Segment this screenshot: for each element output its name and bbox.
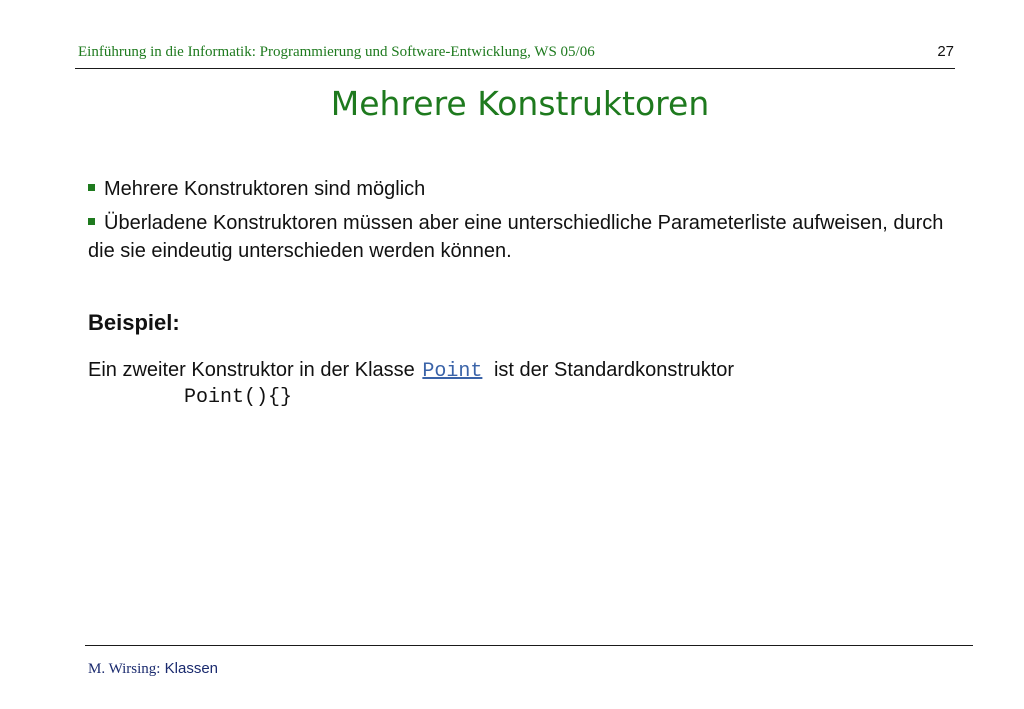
- footer-author: M. Wirsing:: [88, 661, 161, 677]
- footer-topic: Klassen: [164, 660, 219, 677]
- footer-divider: [85, 645, 973, 646]
- point-class-link[interactable]: Point: [422, 360, 483, 383]
- bullet-item: [88, 175, 968, 203]
- constructor-code: Point(){}: [184, 386, 293, 409]
- example-sentence: [88, 356, 734, 386]
- bullet-text: Mehrere Konstruktoren sind möglich: [104, 178, 426, 200]
- page-number: 27: [937, 43, 954, 60]
- example-text-before: Ein zweiter Konstruktor in der Klasse: [88, 359, 415, 381]
- footer: [88, 660, 218, 678]
- course-title: Einführung in die Informatik: Programmierung und Software-Entwicklung, WS 05/06: [78, 44, 595, 60]
- header-divider: [75, 68, 955, 69]
- example-heading: Beispiel:: [88, 310, 180, 335]
- bullet-list: [88, 175, 968, 271]
- bullet-text: Überladene Konstruktoren müssen aber eine unterschiedliche Parameterliste aufweisen, durch die sie eindeutig unterschieden werden können.: [88, 212, 944, 262]
- slide-title: Mehrere Konstruktoren: [330, 84, 710, 123]
- square-bullet-icon: [88, 218, 95, 225]
- square-bullet-icon: [88, 184, 95, 191]
- bullet-item: [88, 209, 968, 265]
- example-text-after: ist der Standardkonstruktor: [493, 359, 735, 381]
